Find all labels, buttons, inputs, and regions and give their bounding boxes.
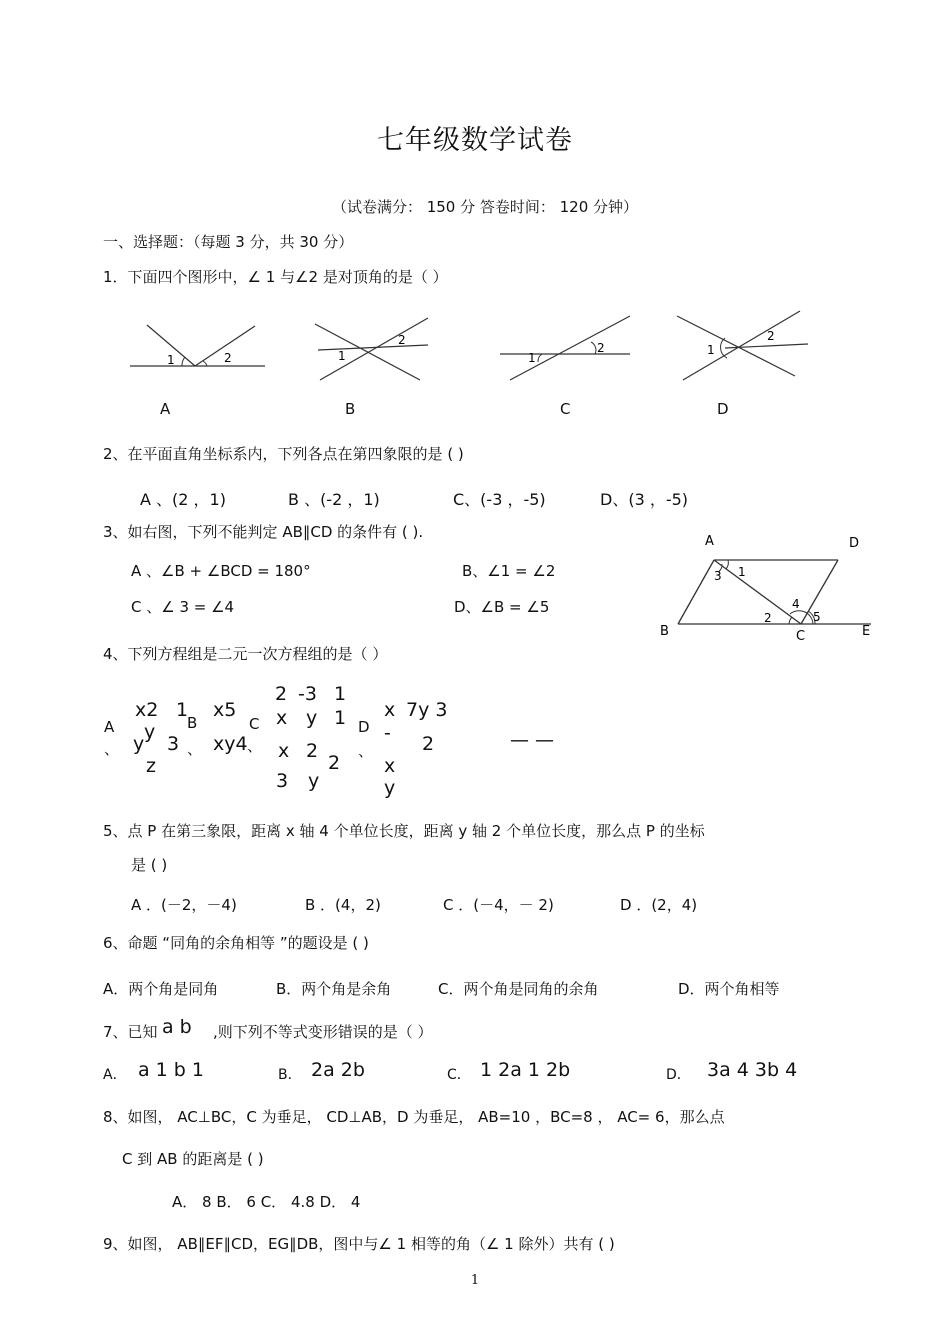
vertex-c: C <box>796 629 806 644</box>
question-4-stem: 4、下列方程组是二元一次方程组的是（ ） <box>103 645 388 663</box>
section-heading: 一、选择题：（每题 3 分，共 30 分） <box>103 233 354 251</box>
q5-option-a: A ．(－2，－4) <box>131 896 237 914</box>
svg-text:4: 4 <box>792 597 800 611</box>
question-5-stem-cont: 是 ( ) <box>131 856 168 874</box>
svg-text:1: 1 <box>338 349 346 363</box>
q1-figure-a <box>130 320 270 372</box>
q1-label-c: C <box>560 400 571 418</box>
svg-text:2: 2 <box>767 329 775 343</box>
svg-text:1: 1 <box>738 565 746 579</box>
svg-text:1: 1 <box>528 351 536 365</box>
svg-text:2: 2 <box>398 333 406 347</box>
q1-figure-d <box>675 308 815 384</box>
vertex-e: E <box>862 624 871 639</box>
q1-figure-b <box>310 312 440 384</box>
page-title: 七年级数学试卷 <box>377 125 573 156</box>
q6-option-d: D．两个角相等 <box>678 980 780 998</box>
vertex-a: A <box>705 534 714 549</box>
question-8-stem-cont: C 到 AB 的距离是 ( ) <box>122 1150 264 1168</box>
q6-option-c: C．两个角是同角的余角 <box>438 980 599 998</box>
question-7-stem: 7、已知 <box>103 1023 158 1041</box>
q6-option-b: B．两个角是余角 <box>276 980 392 998</box>
q1-label-d: D <box>717 400 729 418</box>
svg-text:2: 2 <box>764 611 772 625</box>
q2-option-a: A 、(2 ，1) <box>140 490 226 509</box>
q3-option-c: C 、∠ 3 = ∠4 <box>131 598 235 616</box>
svg-text:2: 2 <box>597 341 605 355</box>
q2-option-d: D、(3 ，-5) <box>600 490 689 509</box>
question-2-stem: 2、在平面直角坐标系内，下列各点在第四象限的是 ( ) <box>103 445 464 463</box>
q3-option-b: B、∠1 = ∠2 <box>462 562 556 580</box>
question-7-stem-tail: ,则下列不等式变形错误的是（ ） <box>213 1023 433 1041</box>
question-3-stem: 3、如右图，下列不能判定 AB∥CD 的条件有 ( ). <box>103 523 424 541</box>
question-6-stem: 6、命题 “同角的余角相等 ”的题设是 ( ) <box>103 934 369 952</box>
vertex-b: B <box>660 624 669 639</box>
q7-option-b: 2a 2b <box>311 1059 365 1081</box>
q5-option-d: D ．(2，4) <box>620 896 698 914</box>
q6-option-a: A．两个角是同角 <box>103 980 219 998</box>
angle-2-label: 2 <box>224 351 232 365</box>
q3-option-d: D、∠B = ∠5 <box>454 598 550 616</box>
question-5-stem: 5、点 P 在第三象限，距离 x 轴 4 个单位长度，距离 y 轴 2 个单位长度，那么点 P 的坐标 <box>103 822 705 840</box>
page-number: 1 <box>470 1273 480 1288</box>
q3-parallelogram-figure <box>656 528 886 643</box>
question-9-stem: 9、如图， AB∥EF∥CD，EG∥DB，图中与∠ 1 相等的角（∠ 1 除外）共有 ( ) <box>103 1235 615 1253</box>
q2-option-b: B 、(-2 ，1) <box>288 490 380 509</box>
q5-option-c: C ．(－4，－ 2) <box>443 896 554 914</box>
exam-info: （试卷满分： 150 分 答卷时间： 120 分钟） <box>331 198 639 216</box>
svg-text:1: 1 <box>707 343 715 357</box>
q7-option-c: 1 2a 1 2b <box>480 1059 571 1081</box>
svg-text:5: 5 <box>813 610 821 624</box>
angle-1-label: 1 <box>167 353 175 367</box>
q1-label-b: B <box>345 400 356 418</box>
q8-options: A． 8 B． 6 C． 4.8 D． 4 <box>172 1193 361 1211</box>
q1-label-a: A <box>160 400 171 418</box>
q2-option-c: C、(-3 ，-5) <box>453 490 546 509</box>
q3-option-a: A 、∠B + ∠BCD = 180° <box>131 562 311 580</box>
question-1-stem: 1．下面四个图形中，∠ 1 与∠2 是对顶角的是（ ） <box>103 268 448 286</box>
q5-option-b: B ．(4，2) <box>305 896 381 914</box>
svg-text:3: 3 <box>714 569 722 583</box>
question-7-condition: a b <box>162 1016 192 1038</box>
question-8-stem: 8、如图， AC⊥BC，C 为垂足， CD⊥AB，D 为垂足， AB=10 ，BC=8 ， AC= 6，那么点 <box>103 1108 725 1126</box>
vertex-d: D <box>849 536 860 551</box>
q7-option-d: 3a 4 3b 4 <box>707 1059 798 1081</box>
q7-option-a: a 1 b 1 <box>138 1059 204 1081</box>
q1-figure-c <box>500 314 640 384</box>
